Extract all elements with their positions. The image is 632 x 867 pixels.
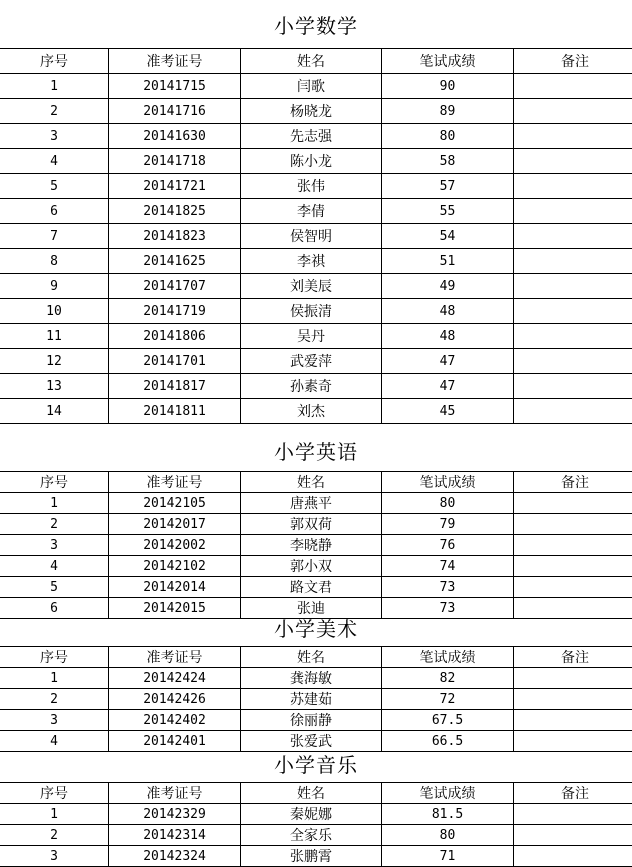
name-cell: 李祺 [241, 249, 382, 274]
seq-cell: 7 [0, 224, 109, 249]
score-cell: 47 [382, 349, 514, 374]
score-cell: 73 [382, 577, 514, 598]
remark-cell [514, 399, 632, 424]
exam-id-cell: 20141701 [109, 349, 241, 374]
column-header-name: 姓名 [241, 647, 382, 668]
english-score-table [0, 471, 632, 619]
name-cell: 吴丹 [241, 324, 382, 349]
seq-cell: 3 [0, 710, 109, 731]
art-score-table [0, 646, 632, 752]
exam-id-cell: 20142314 [109, 825, 241, 846]
table-row [0, 199, 632, 224]
table-row [0, 804, 632, 825]
exam-id-cell: 20142105 [109, 493, 241, 514]
seq-cell: 4 [0, 731, 109, 752]
seq-cell: 5 [0, 174, 109, 199]
score-cell: 47 [382, 374, 514, 399]
score-cell: 58 [382, 149, 514, 174]
column-header-seq: 序号 [0, 472, 109, 493]
remark-cell [514, 299, 632, 324]
table-row [0, 825, 632, 846]
column-header-seq: 序号 [0, 783, 109, 804]
exam-id-cell: 20141718 [109, 149, 241, 174]
name-cell: 郭小双 [241, 556, 382, 577]
remark-cell [514, 514, 632, 535]
section-title-english: 小学英语 [0, 436, 632, 465]
seq-cell: 1 [0, 804, 109, 825]
exam-id-cell: 20141707 [109, 274, 241, 299]
score-cell: 81.5 [382, 804, 514, 825]
column-header-remark: 备注 [514, 472, 632, 493]
table-row [0, 399, 632, 424]
remark-cell [514, 124, 632, 149]
seq-cell: 2 [0, 689, 109, 710]
name-cell: 唐燕平 [241, 493, 382, 514]
name-cell: 李倩 [241, 199, 382, 224]
section-title-art: 小学美术 [0, 613, 632, 642]
table-header-row [0, 647, 632, 668]
seq-cell: 4 [0, 149, 109, 174]
column-header-exam-id: 准考证号 [109, 472, 241, 493]
table-row [0, 249, 632, 274]
exam-id-cell: 20142424 [109, 668, 241, 689]
seq-cell: 11 [0, 324, 109, 349]
remark-cell [514, 710, 632, 731]
exam-id-cell: 20141721 [109, 174, 241, 199]
name-cell: 路文君 [241, 577, 382, 598]
remark-cell [514, 374, 632, 399]
seq-cell: 2 [0, 514, 109, 535]
exam-id-cell: 20141806 [109, 324, 241, 349]
name-cell: 郭双荷 [241, 514, 382, 535]
section-title-music: 小学音乐 [0, 749, 632, 778]
remark-cell [514, 274, 632, 299]
exam-id-cell: 20142401 [109, 731, 241, 752]
column-header-seq: 序号 [0, 49, 109, 74]
column-header-exam-id: 准考证号 [109, 49, 241, 74]
score-cell: 45 [382, 399, 514, 424]
exam-id-cell: 20142402 [109, 710, 241, 731]
remark-cell [514, 224, 632, 249]
exam-id-cell: 20142017 [109, 514, 241, 535]
exam-id-cell: 20141719 [109, 299, 241, 324]
table-row [0, 668, 632, 689]
exam-id-cell: 20141715 [109, 74, 241, 99]
remark-cell [514, 668, 632, 689]
score-cell: 80 [382, 825, 514, 846]
name-cell: 刘杰 [241, 399, 382, 424]
remark-cell [514, 804, 632, 825]
column-header-score: 笔试成绩 [382, 49, 514, 74]
seq-cell: 3 [0, 846, 109, 867]
score-cell: 90 [382, 74, 514, 99]
table-row [0, 349, 632, 374]
table-row [0, 514, 632, 535]
exam-id-cell: 20142002 [109, 535, 241, 556]
remark-cell [514, 493, 632, 514]
name-cell: 徐丽静 [241, 710, 382, 731]
column-header-score: 笔试成绩 [382, 783, 514, 804]
remark-cell [514, 556, 632, 577]
seq-cell: 2 [0, 825, 109, 846]
seq-cell: 12 [0, 349, 109, 374]
remark-cell [514, 846, 632, 867]
seq-cell: 13 [0, 374, 109, 399]
column-header-name: 姓名 [241, 49, 382, 74]
name-cell: 全家乐 [241, 825, 382, 846]
exam-id-cell: 20141817 [109, 374, 241, 399]
name-cell: 杨晓龙 [241, 99, 382, 124]
score-cell: 67.5 [382, 710, 514, 731]
table-row [0, 224, 632, 249]
remark-cell [514, 349, 632, 374]
exam-id-cell: 20141823 [109, 224, 241, 249]
seq-cell: 6 [0, 199, 109, 224]
score-cell: 73 [382, 598, 514, 619]
exam-id-cell: 20142015 [109, 598, 241, 619]
name-cell: 张鹏霄 [241, 846, 382, 867]
table-row [0, 493, 632, 514]
remark-cell [514, 577, 632, 598]
column-header-score: 笔试成绩 [382, 647, 514, 668]
score-cell: 80 [382, 493, 514, 514]
remark-cell [514, 535, 632, 556]
name-cell: 陈小龙 [241, 149, 382, 174]
exam-id-cell: 20142014 [109, 577, 241, 598]
seq-cell: 3 [0, 124, 109, 149]
name-cell: 张伟 [241, 174, 382, 199]
table-row [0, 149, 632, 174]
column-header-exam-id: 准考证号 [109, 647, 241, 668]
remark-cell [514, 324, 632, 349]
section-title-math: 小学数学 [0, 10, 632, 39]
name-cell: 刘美辰 [241, 274, 382, 299]
exam-id-cell: 20142329 [109, 804, 241, 825]
column-header-seq: 序号 [0, 647, 109, 668]
column-header-exam-id: 准考证号 [109, 783, 241, 804]
table-header-row [0, 472, 632, 493]
exam-id-cell: 20141716 [109, 99, 241, 124]
exam-id-cell: 20141625 [109, 249, 241, 274]
name-cell: 先志强 [241, 124, 382, 149]
name-cell: 孙素奇 [241, 374, 382, 399]
remark-cell [514, 74, 632, 99]
column-header-name: 姓名 [241, 472, 382, 493]
name-cell: 龚海敏 [241, 668, 382, 689]
remark-cell [514, 199, 632, 224]
seq-cell: 5 [0, 577, 109, 598]
name-cell: 李晓静 [241, 535, 382, 556]
math-score-table [0, 48, 632, 424]
table-row [0, 174, 632, 199]
table-row [0, 535, 632, 556]
name-cell: 张迪 [241, 598, 382, 619]
table-row [0, 689, 632, 710]
table-row [0, 124, 632, 149]
score-cell: 49 [382, 274, 514, 299]
table-row [0, 99, 632, 124]
exam-id-cell: 20142324 [109, 846, 241, 867]
table-row [0, 374, 632, 399]
seq-cell: 6 [0, 598, 109, 619]
remark-cell [514, 249, 632, 274]
score-cell: 55 [382, 199, 514, 224]
score-cell: 57 [382, 174, 514, 199]
name-cell: 侯智明 [241, 224, 382, 249]
column-header-remark: 备注 [514, 647, 632, 668]
music-score-table [0, 782, 632, 867]
table-row [0, 324, 632, 349]
table-row [0, 274, 632, 299]
score-cell: 74 [382, 556, 514, 577]
remark-cell [514, 689, 632, 710]
exam-id-cell: 20141630 [109, 124, 241, 149]
table-row [0, 846, 632, 867]
column-header-name: 姓名 [241, 783, 382, 804]
name-cell: 武爱萍 [241, 349, 382, 374]
exam-id-cell: 20141811 [109, 399, 241, 424]
seq-cell: 1 [0, 668, 109, 689]
remark-cell [514, 825, 632, 846]
remark-cell [514, 174, 632, 199]
seq-cell: 4 [0, 556, 109, 577]
score-cell: 80 [382, 124, 514, 149]
seq-cell: 10 [0, 299, 109, 324]
table-header-row [0, 783, 632, 804]
remark-cell [514, 149, 632, 174]
seq-cell: 3 [0, 535, 109, 556]
score-cell: 48 [382, 299, 514, 324]
score-cell: 72 [382, 689, 514, 710]
name-cell: 侯振清 [241, 299, 382, 324]
seq-cell: 8 [0, 249, 109, 274]
seq-cell: 1 [0, 493, 109, 514]
score-cell: 82 [382, 668, 514, 689]
name-cell: 秦妮娜 [241, 804, 382, 825]
exam-id-cell: 20142102 [109, 556, 241, 577]
score-cell: 76 [382, 535, 514, 556]
score-cell: 79 [382, 514, 514, 535]
score-cell: 89 [382, 99, 514, 124]
name-cell: 闫歌 [241, 74, 382, 99]
name-cell: 张爱武 [241, 731, 382, 752]
table-row [0, 577, 632, 598]
exam-id-cell: 20141825 [109, 199, 241, 224]
score-cell: 54 [382, 224, 514, 249]
column-header-score: 笔试成绩 [382, 472, 514, 493]
score-cell: 51 [382, 249, 514, 274]
column-header-remark: 备注 [514, 49, 632, 74]
seq-cell: 1 [0, 74, 109, 99]
name-cell: 苏建茹 [241, 689, 382, 710]
score-cell: 48 [382, 324, 514, 349]
table-row [0, 556, 632, 577]
table-row [0, 299, 632, 324]
score-cell: 66.5 [382, 731, 514, 752]
remark-cell [514, 99, 632, 124]
seq-cell: 2 [0, 99, 109, 124]
exam-id-cell: 20142426 [109, 689, 241, 710]
score-cell: 71 [382, 846, 514, 867]
table-row [0, 710, 632, 731]
seq-cell: 9 [0, 274, 109, 299]
table-header-row [0, 49, 632, 74]
column-header-remark: 备注 [514, 783, 632, 804]
seq-cell: 14 [0, 399, 109, 424]
table-row [0, 74, 632, 99]
